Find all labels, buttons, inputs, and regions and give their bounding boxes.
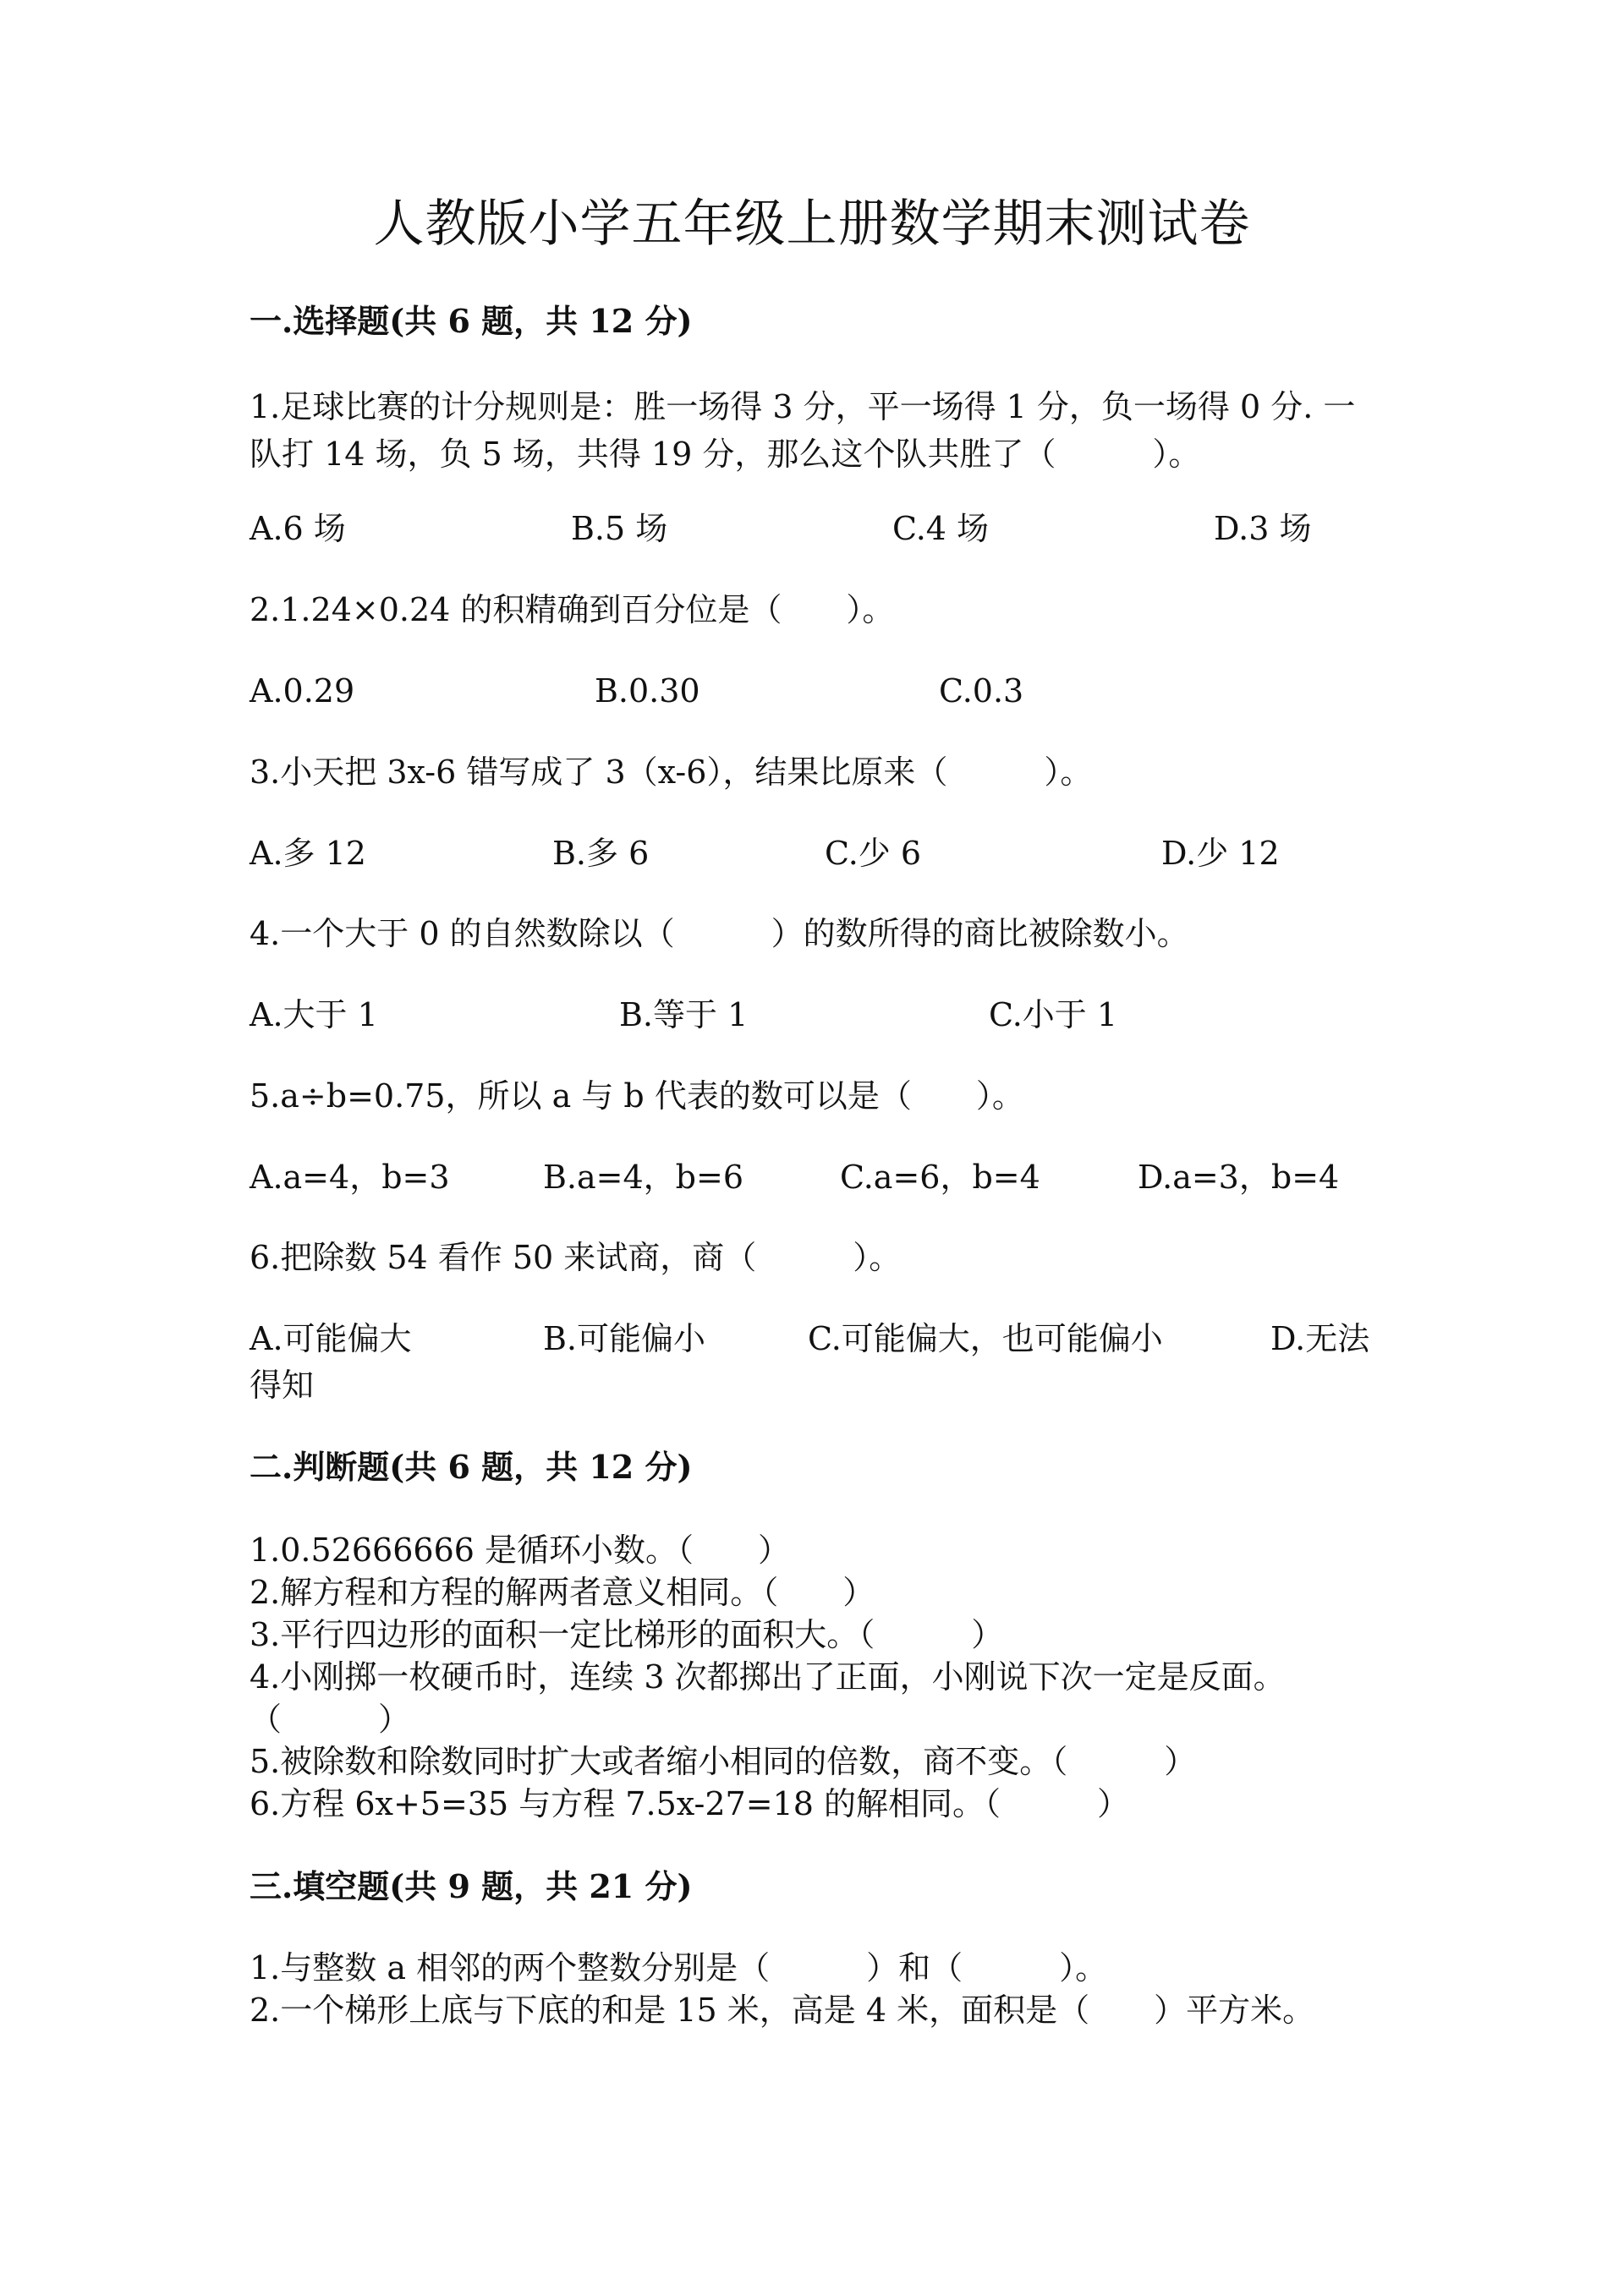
option-d: D.无法 [1270, 1320, 1370, 1357]
question-5: 5.a÷b=0.75，所以 a 与 b 代表的数可以是（ ）。 [250, 1077, 1024, 1115]
judgement-line-4: 4.小刚掷一枚硬币时，连续 3 次都掷出了正面，小刚说下次一定是反面。 [250, 1658, 1286, 1696]
option-c: C.可能偏大，也可能偏小 [808, 1320, 1163, 1357]
question-2: 2.1.24×0.24 的积精确到百分位是（ ）。 [250, 591, 895, 628]
option-c: C.4 场 [892, 510, 990, 547]
option-a: A.可能偏大 [250, 1320, 412, 1357]
judgement-line-2: 2.解方程和方程的解两者意义相同。（ ） [250, 1574, 875, 1611]
option-a: A.大于 1 [250, 996, 378, 1033]
options-row-6 [250, 1315, 1383, 1362]
options-row-5 [250, 1153, 1383, 1201]
option-c: C.0.3 [939, 672, 1024, 710]
question-4: 4.一个大于 0 的自然数除以（ ）的数所得的商比被除数小。 [250, 915, 1189, 952]
judgement-line-6: 6.方程 6x+5=35 与方程 7.5x-27=18 的解相同。（ ） [250, 1785, 1129, 1822]
judgement-line-4-continued: （ ） [250, 1701, 411, 1738]
option-b: B.多 6 [552, 835, 650, 872]
option-b: B.可能偏小 [543, 1320, 706, 1357]
option-a: A.a=4，b=3 [250, 1159, 450, 1196]
option-c: C.少 6 [825, 835, 922, 872]
judgement-line-1: 1.0.52666666 是循环小数。（ ） [250, 1532, 791, 1569]
option-b: B.等于 1 [619, 996, 749, 1033]
option-a: A.多 12 [250, 835, 366, 872]
section-heading-fill-blank: 三.填空题(共 9 题，共 21 分) [250, 1867, 693, 1905]
option-b: B.0.30 [595, 672, 700, 710]
fill-blank-line-1: 1.与整数 a 相邻的两个整数分别是（ ）和（ ）。 [250, 1949, 1108, 1986]
judgement-line-5: 5.被除数和除数同时扩大或者缩小相同的倍数，商不变。（ ） [250, 1743, 1197, 1780]
options-row-2 [250, 667, 1383, 715]
option-d: D.a=3，b=4 [1138, 1159, 1340, 1196]
fill-blank-line-2: 2.一个梯形上底与下底的和是 15 米，高是 4 米，面积是（ ）平方米。 [250, 1992, 1315, 2029]
question-3: 3.小天把 3x-6 错写成了 3（x-6），结果比原来（ ）。 [250, 753, 1093, 791]
page-title: 人教版小学五年级上册数学期末测试卷 [373, 195, 1251, 254]
options-row-3 [250, 830, 1383, 877]
option-b: B.5 场 [571, 510, 668, 547]
section-heading-judgement: 二.判断题(共 6 题，共 12 分) [250, 1448, 693, 1486]
judgement-line-3: 3.平行四边形的面积一定比梯形的面积大。（ ） [250, 1616, 1004, 1653]
option-c: C.a=6，b=4 [840, 1159, 1040, 1196]
option-a: A.0.29 [250, 672, 355, 710]
option-b: B.a=4，b=6 [543, 1159, 744, 1196]
options-row-4 [250, 991, 1383, 1038]
question-6: 6.把除数 54 看作 50 来试商，商（ ）。 [250, 1239, 902, 1276]
option-d: D.3 场 [1214, 510, 1312, 547]
section-heading-choice: 一.选择题(共 6 题，共 12 分) [250, 302, 693, 340]
option-c: C.小于 1 [989, 996, 1118, 1033]
option-a: A.6 场 [250, 510, 346, 547]
options-row-1 [250, 505, 1383, 552]
question-1: 1.足球比赛的计分规则是：胜一场得 3 分，平一场得 1 分，负一场得 0 分. 一队打 14 场，负 5 场，共得 19 分，那么这个队共胜了（ ）。 [250, 388, 1356, 473]
option-d-continued: 得知 [250, 1367, 315, 1404]
option-d: D.少 12 [1161, 835, 1280, 872]
